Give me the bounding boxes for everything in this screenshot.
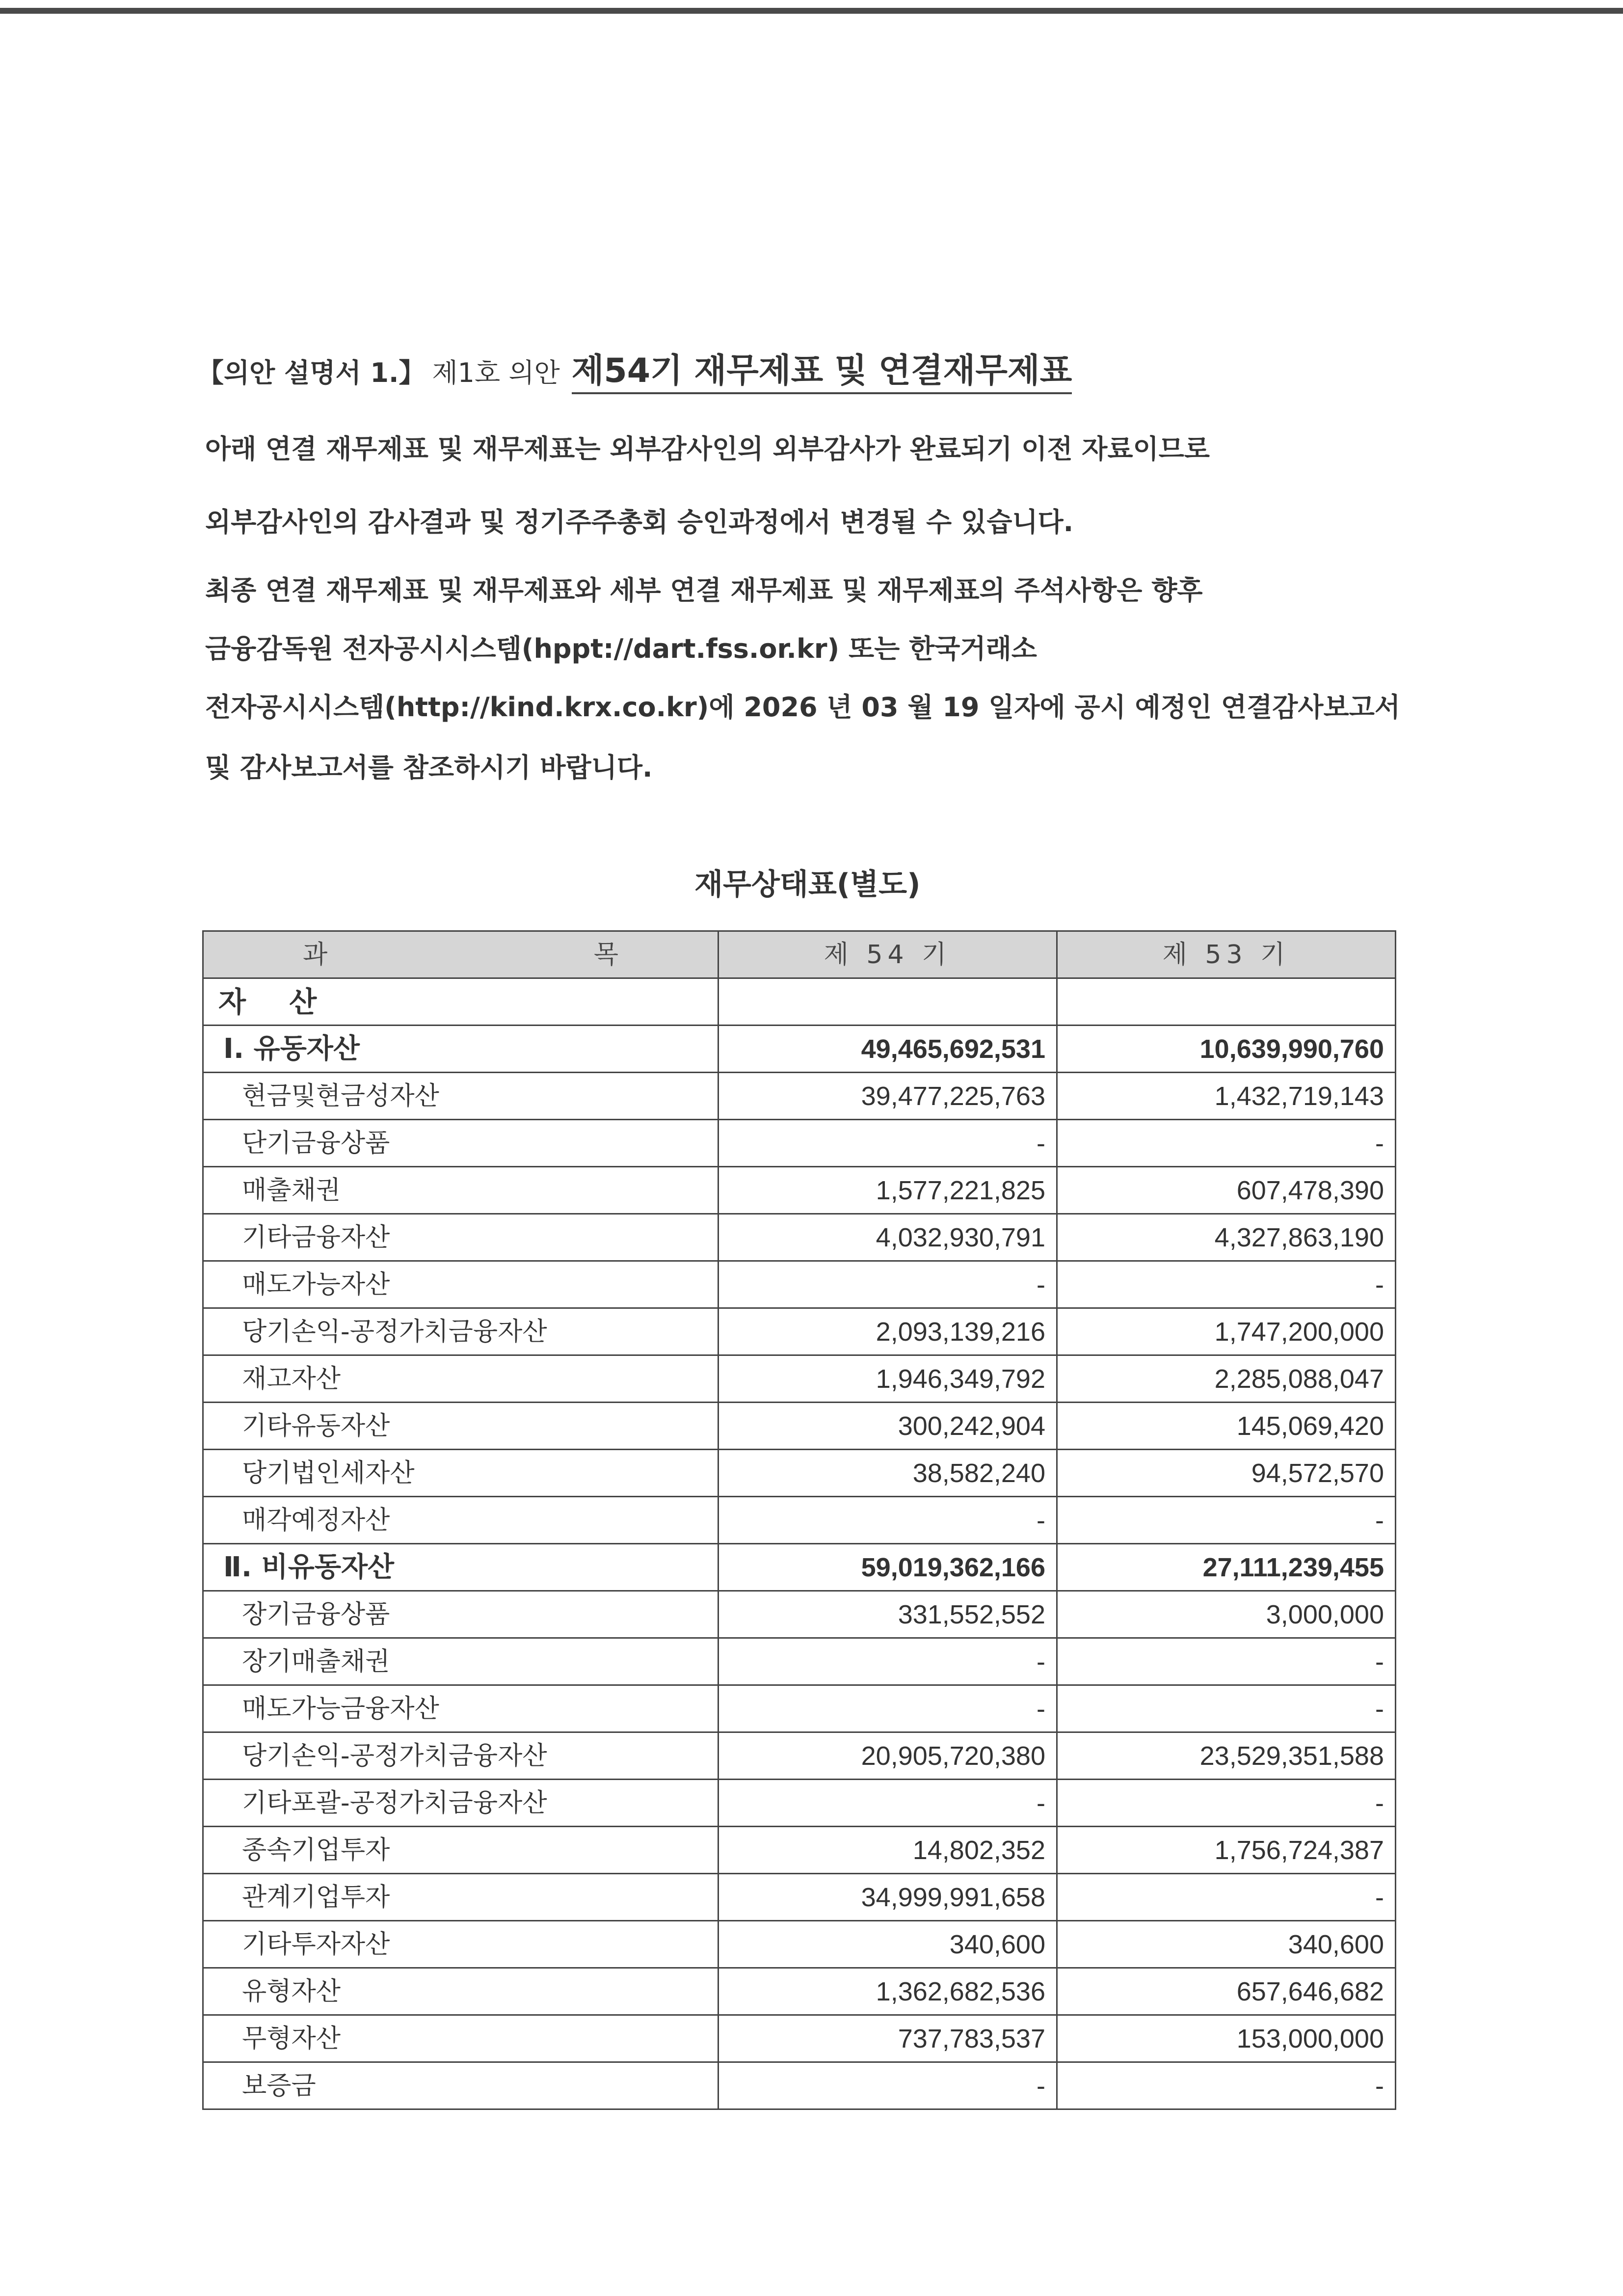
row-value-53: - (1057, 2062, 1396, 2109)
table-row (203, 1120, 1396, 1167)
table-body (203, 978, 1396, 2109)
agenda-title: 제54기 재무제표 및 연결재무제표 (572, 351, 1072, 394)
row-value-54: 300,242,904 (718, 1403, 1057, 1450)
row-value-54: 340,600 (718, 1921, 1057, 1968)
table-row (203, 1544, 1396, 1591)
row-value-54: 2,093,139,216 (718, 1308, 1057, 1355)
row-value-53: 94,572,570 (1057, 1450, 1396, 1497)
table-row (203, 1591, 1396, 1638)
agenda-label: 【의안 설명서 1.】 (197, 357, 426, 388)
row-value-54: 59,019,362,166 (718, 1544, 1057, 1591)
table-row (203, 1073, 1396, 1120)
row-label: 장기금융상품 (203, 1591, 718, 1638)
row-label: 장기매출채권 (203, 1638, 718, 1685)
row-value-54: - (718, 1638, 1057, 1685)
row-value-53: 340,600 (1057, 1921, 1396, 1968)
row-label: 매도가능금융자산 (203, 1685, 718, 1732)
row-value-54: - (718, 2062, 1057, 2109)
table-row (203, 2062, 1396, 2109)
row-value-53: 153,000,000 (1057, 2015, 1396, 2062)
table-row (203, 1261, 1396, 1308)
row-label: 당기손익-공정가치금융자산 (203, 1732, 718, 1780)
row-value-53: - (1057, 1638, 1396, 1685)
header-account-a: 과 (303, 940, 328, 970)
row-value-53: - (1057, 1780, 1396, 1827)
balance-sheet-table (202, 930, 1396, 2110)
header-period-53: 제 53 기 (1057, 931, 1396, 978)
row-value-54: 331,552,552 (718, 1591, 1057, 1638)
row-label: 기타유동자산 (203, 1403, 718, 1450)
table-row (203, 1921, 1396, 1968)
row-value-53: - (1057, 1874, 1396, 1921)
row-value-53: - (1057, 1497, 1396, 1544)
table-title: 재무상태표(별도) (694, 867, 921, 902)
notice-line-2: 외부감사인의 감사결과 및 정기주주총회 승인과정에서 변경될 수 있습니다. (205, 507, 1074, 538)
row-value-53: 2,285,088,047 (1057, 1355, 1396, 1403)
row-value-54: 4,032,930,791 (718, 1214, 1057, 1261)
table-row (203, 1403, 1396, 1450)
header-period-54: 제 54 기 (718, 931, 1057, 978)
row-label: 기타투자자산 (203, 1921, 718, 1968)
table-row (203, 1638, 1396, 1685)
table-row (203, 1167, 1396, 1214)
row-value-53: 145,069,420 (1057, 1403, 1396, 1450)
agenda-number: 제1호 의안 (432, 357, 560, 388)
row-value-53: 1,432,719,143 (1057, 1073, 1396, 1120)
table-row (203, 1732, 1396, 1780)
row-value-53: 657,646,682 (1057, 1968, 1396, 2015)
row-value-54: - (718, 1780, 1057, 1827)
table-row (203, 978, 1396, 1026)
row-value-53: 4,327,863,190 (1057, 1214, 1396, 1261)
row-label: 당기손익-공정가치금융자산 (203, 1308, 718, 1355)
table-row (203, 1497, 1396, 1544)
table-row (203, 1968, 1396, 2015)
agenda-heading (197, 351, 1072, 390)
table-row (203, 1214, 1396, 1261)
row-label: 종속기업투자 (203, 1827, 718, 1874)
table-row (203, 1308, 1396, 1355)
row-value-54: - (718, 1497, 1057, 1544)
row-value-54: 49,465,692,531 (718, 1026, 1057, 1073)
row-label: 보증금 (203, 2062, 718, 2109)
row-label: 매도가능자산 (203, 1261, 718, 1308)
table-row (203, 2015, 1396, 2062)
row-value-54: 34,999,991,658 (718, 1874, 1057, 1921)
row-value-54 (718, 978, 1057, 1026)
table-row (203, 1685, 1396, 1732)
notice-line-3: 최종 연결 재무제표 및 재무제표와 세부 연결 재무제표 및 재무제표의 주석사항은 향후 (205, 575, 1203, 606)
row-value-54: 14,802,352 (718, 1827, 1057, 1874)
header-account (203, 931, 718, 978)
row-value-54: 1,362,682,536 (718, 1968, 1057, 2015)
row-value-54: 38,582,240 (718, 1450, 1057, 1497)
row-label: 기타포괄-공정가치금융자산 (203, 1780, 718, 1827)
row-label: 유형자산 (203, 1968, 718, 2015)
notice-line-5: 전자공시시스템(http://kind.krx.co.kr)에 2026 년 03 월 19 일자에 공시 예정인 연결감사보고서 (205, 692, 1401, 723)
row-label: 재고자산 (203, 1355, 718, 1403)
row-label: 기타금융자산 (203, 1214, 718, 1261)
row-value-53: - (1057, 1685, 1396, 1732)
row-value-53 (1057, 978, 1396, 1026)
row-value-54: - (718, 1120, 1057, 1167)
row-value-53: - (1057, 1120, 1396, 1167)
row-value-53: 27,111,239,455 (1057, 1544, 1396, 1591)
table-row (203, 1874, 1396, 1921)
row-value-53: 23,529,351,588 (1057, 1732, 1396, 1780)
row-value-54: 20,905,720,380 (718, 1732, 1057, 1780)
header-account-b: 목 (593, 940, 618, 970)
row-value-54: 737,783,537 (718, 2015, 1057, 2062)
row-value-54: 39,477,225,763 (718, 1073, 1057, 1120)
row-label: 매출채권 (203, 1167, 718, 1214)
row-label: Ⅱ. 비유동자산 (203, 1544, 718, 1591)
notice-line-1: 아래 연결 재무제표 및 재무제표는 외부감사인의 외부감사가 완료되기 이전 자료이므로 (205, 433, 1210, 464)
row-value-53: - (1057, 1261, 1396, 1308)
row-value-53: 1,756,724,387 (1057, 1827, 1396, 1874)
row-value-53: 607,478,390 (1057, 1167, 1396, 1214)
table-row (203, 1026, 1396, 1073)
row-label: Ⅰ. 유동자산 (203, 1026, 718, 1073)
row-value-53: 1,747,200,000 (1057, 1308, 1396, 1355)
row-label: 자 산 (203, 978, 718, 1026)
row-value-54: - (718, 1261, 1057, 1308)
row-label: 무형자산 (203, 2015, 718, 2062)
row-label: 당기법인세자산 (203, 1450, 718, 1497)
row-label: 단기금융상품 (203, 1120, 718, 1167)
notice-line-4: 금융감독원 전자공시시스템(hppt://dart.fss.or.kr) 또는 한국거래소 (205, 633, 1037, 664)
row-label: 관계기업투자 (203, 1874, 718, 1921)
table-row (203, 1827, 1396, 1874)
row-label: 현금및현금성자산 (203, 1073, 718, 1120)
table-row (203, 1450, 1396, 1497)
row-value-54: 1,946,349,792 (718, 1355, 1057, 1403)
table-row (203, 1780, 1396, 1827)
top-rule (0, 8, 1623, 14)
row-value-54: 1,577,221,825 (718, 1167, 1057, 1214)
table-row (203, 1355, 1396, 1403)
row-value-53: 3,000,000 (1057, 1591, 1396, 1638)
row-label: 매각예정자산 (203, 1497, 718, 1544)
row-value-54: - (718, 1685, 1057, 1732)
row-value-53: 10,639,990,760 (1057, 1026, 1396, 1073)
table-header-row (203, 931, 1396, 978)
notice-line-6: 및 감사보고서를 참조하시기 바랍니다. (205, 752, 653, 783)
